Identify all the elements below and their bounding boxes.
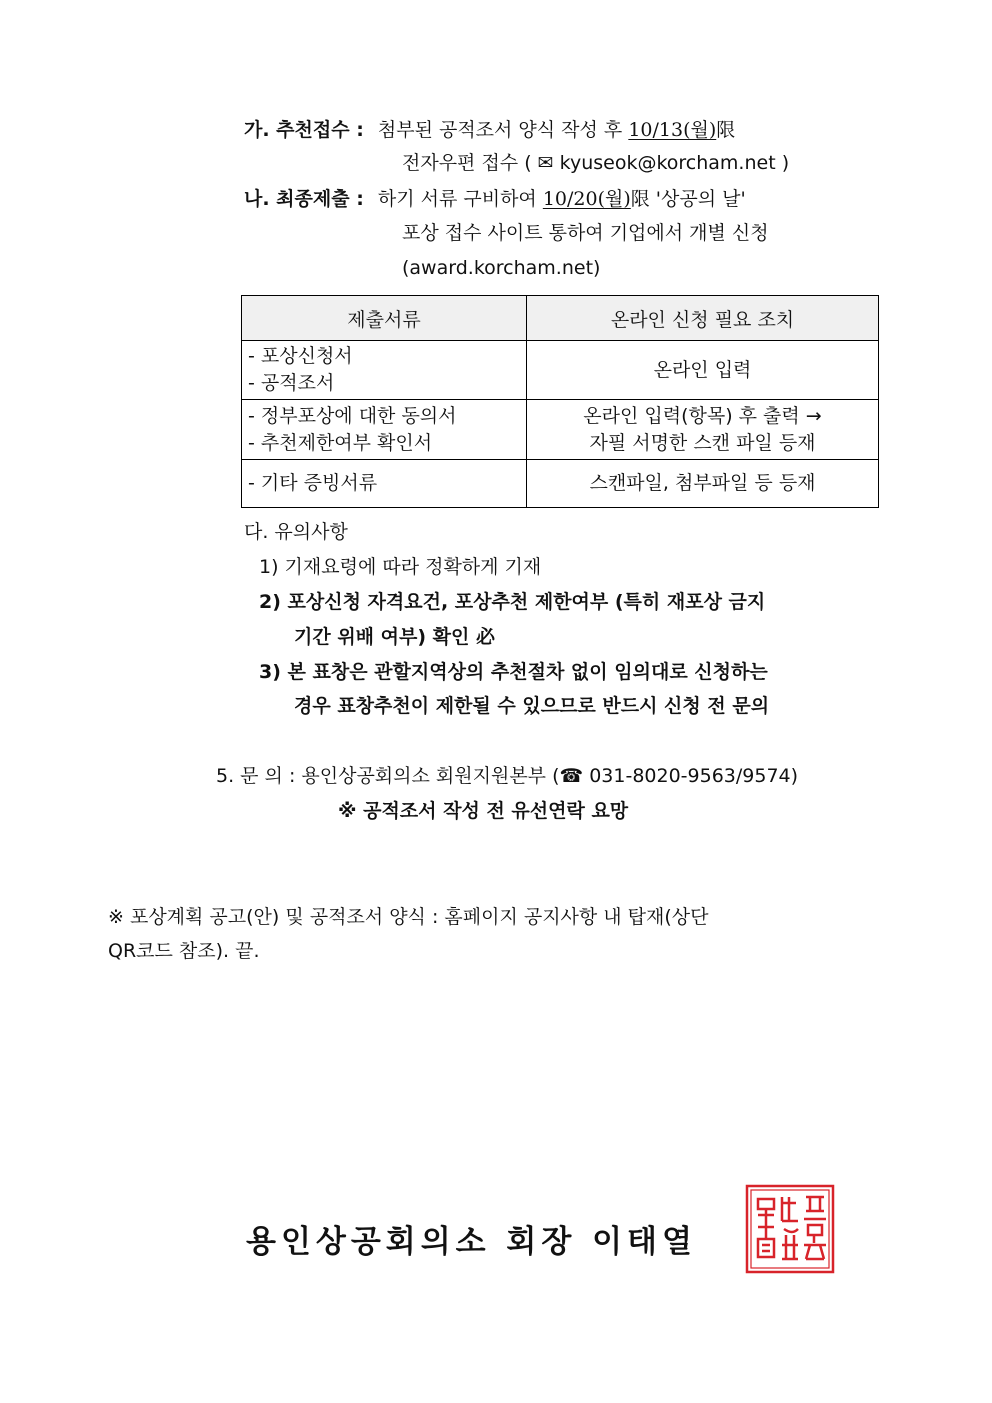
table-cell-docs: [242, 341, 527, 400]
section-ga-post: 限: [716, 119, 736, 141]
action-item: 온라인 입력: [653, 358, 752, 381]
table-row: [242, 460, 879, 508]
section-na-line3: (award.korcham.net): [402, 257, 601, 279]
table-cell-docs: [242, 460, 527, 508]
table-header-row: [242, 296, 879, 341]
table-cell-action: [527, 460, 879, 508]
table-cell-action: [527, 341, 879, 400]
table-header-action: 온라인 신청 필요 조치: [527, 296, 879, 341]
action-item: 스캔파일, 첨부파일 등 등재: [589, 472, 816, 494]
section-na-deadline: 10/20(월): [542, 188, 631, 210]
contact-note: ※ 공적조서 작성 전 유선연락 요망: [338, 800, 629, 822]
footnote-line2: QR코드 참조). 끝.: [108, 940, 260, 962]
mail-icon: ✉: [537, 152, 554, 174]
section-ga-text: 첨부된 공적조서 양식 작성 후: [377, 119, 629, 141]
table-header-docs: 제출서류: [242, 296, 527, 341]
phone-icon: ☎: [559, 765, 584, 787]
table-cell-docs: [242, 400, 527, 460]
section-ga-deadline: 10/13(월): [628, 119, 717, 141]
documents-table: [241, 295, 879, 508]
section-na-text: 하기 서류 구비하여: [377, 188, 543, 210]
action-item: 온라인 입력(항목) 후 출력 →: [583, 404, 822, 427]
notice-item-3-line1: 3) 본 표창은 관할지역상의 추천절차 없이 임의대로 신청하는: [259, 661, 768, 683]
doc-item: - 기타 증빙서류: [248, 472, 378, 494]
doc-item: - 정부포상에 대한 동의서: [248, 404, 457, 427]
section-na-label: 나. 최종제출 :: [244, 188, 364, 210]
section-ga-line2: [402, 150, 789, 176]
contact-phone: 031-8020-9563/9574): [583, 765, 799, 787]
table-row: [242, 341, 879, 400]
section-ga-line2-text: 전자우편 접수 (: [402, 152, 538, 174]
doc-item: - 추천제한여부 확인서: [248, 431, 433, 454]
section-na-line2: 포상 접수 사이트 통하여 기업에서 개별 신청: [402, 222, 769, 244]
notice-item-2-line1: 2) 포상신청 자격요건, 포상추천 제한여부 (특히 재포상 금지: [259, 591, 766, 613]
table-cell-action: [527, 400, 879, 460]
official-seal-icon: [744, 1183, 836, 1275]
contact-line: [216, 763, 798, 789]
doc-item: - 포상신청서: [248, 345, 353, 367]
action-item: 자필 서명한 스캔 파일 등재: [589, 431, 816, 454]
notice-item-1: 1) 기재요령에 따라 정확하게 기재: [259, 556, 542, 578]
doc-item: - 공적조서: [248, 372, 335, 394]
contact-label: 5. 문 의 : 용인상공회의소 회원지원본부 (: [216, 765, 560, 787]
notice-item-2-line2: 기간 위배 여부) 확인 必: [294, 626, 495, 648]
email-address: kyuseok@korcham.net ): [553, 152, 790, 174]
footnote-line1: ※ 포상계획 공고(안) 및 공적조서 양식 : 홈페이지 공지사항 내 탑재(상단: [108, 906, 709, 928]
section-ga-label: 가. 추천접수 :: [244, 119, 364, 141]
section-na-post: 限 '상공의 날': [630, 188, 746, 210]
notice-item-3-line2: 경우 표창추천이 제한될 수 있으므로 반드시 신청 전 문의: [294, 695, 770, 717]
table-row: [242, 400, 879, 460]
section-na-line1: [244, 186, 746, 212]
section-ga-line1: [244, 117, 735, 143]
section-da-title: 다. 유의사항: [244, 521, 348, 543]
signature: 용인상공회의소 회장 이태열: [246, 1224, 697, 1260]
